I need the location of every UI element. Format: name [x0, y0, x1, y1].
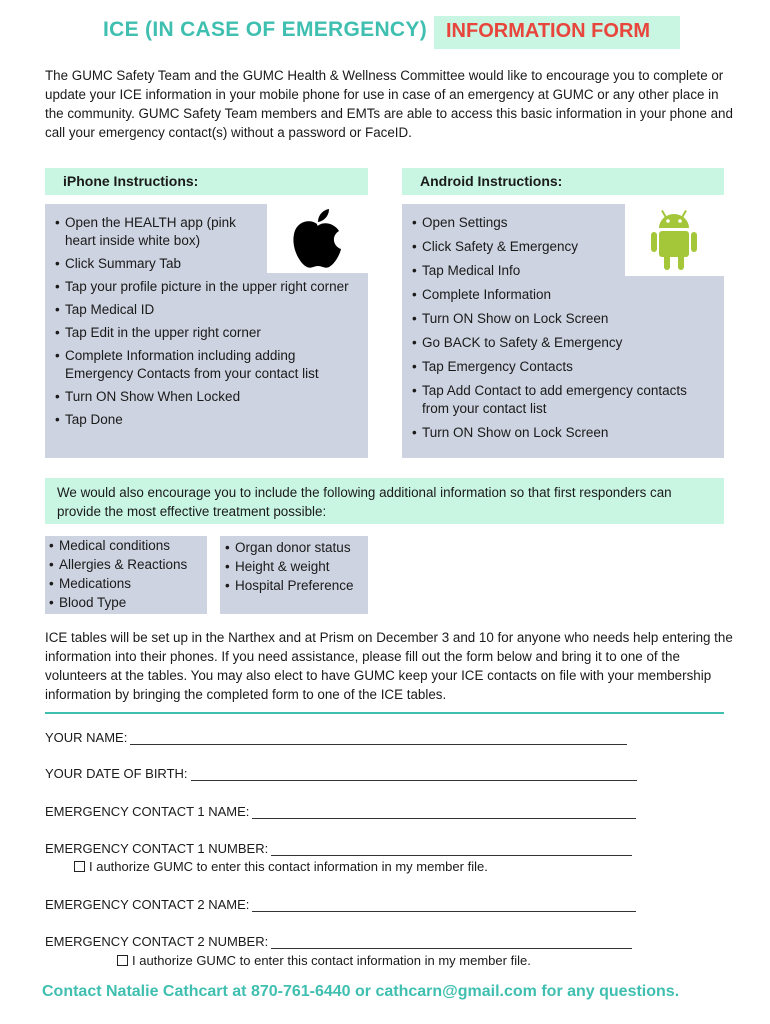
android-step: • Go BACK to Safety & Emergency — [412, 334, 712, 352]
iphone-step: • Open the HEALTH app (pink heart inside white box) — [55, 214, 265, 250]
iphone-step: • Turn ON Show When Locked — [55, 388, 355, 406]
your-name-field[interactable] — [45, 730, 627, 745]
additional-info-list-1 — [49, 536, 187, 612]
additional-info-item: • Allergies & Reactions — [49, 555, 187, 574]
emergency-contact-1-authorize[interactable] — [74, 859, 488, 874]
android-step: • Turn ON Show on Lock Screen — [412, 424, 712, 442]
form-title: ICE (IN CASE OF EMERGENCY) — [103, 18, 427, 41]
additional-info-item: • Organ donor status — [225, 538, 354, 557]
android-step: • Turn ON Show on Lock Screen — [412, 310, 712, 328]
android-step: • Tap Medical Info — [412, 262, 712, 280]
android-step: • Tap Emergency Contacts — [412, 358, 712, 376]
your-name-input-line[interactable] — [130, 731, 627, 745]
iphone-instructions-panel — [45, 204, 368, 458]
contact-footer: Contact Natalie Cathcart at 870-761-6440 or cathcarn@gmail.com for any questions. — [42, 983, 680, 1000]
ice-tables-paragraph: ICE tables will be set up in the Narthex and at Prism on December 3 and 10 for anyone who needs help entering the information into their phones. If you need assistance, please fill out the form below and bring it to one of the volunteers at the tables. You may also elect to have GUMC keep your ICE contacts on file with your membership information by bringing the completed form to one of the ICE tables. — [45, 630, 733, 702]
emergency-contact-1-name-field[interactable] — [45, 804, 636, 819]
emergency-contact-1-name-label: EMERGENCY CONTACT 1 NAME: — [45, 804, 250, 819]
additional-info-intro: We would also encourage you to include the following additional information so that first responders can provide the most effective treatment possible: — [45, 478, 724, 524]
iphone-step: • Tap your profile picture in the upper right corner — [55, 278, 355, 296]
android-instructions-heading: Android Instructions: — [402, 168, 724, 195]
emergency-contact-1-number-label: EMERGENCY CONTACT 1 NUMBER: — [45, 841, 269, 856]
additional-info-list-2 — [225, 538, 354, 595]
emergency-contact-1-number-field[interactable] — [45, 841, 632, 856]
section-divider — [45, 712, 724, 714]
android-robot-icon — [625, 204, 724, 276]
additional-info-item: • Medications — [49, 574, 187, 593]
apple-logo-box — [267, 204, 368, 273]
emergency-contact-1-authorize-label: I authorize GUMC to enter this contact information in my member file. — [89, 859, 488, 874]
date-of-birth-label: YOUR DATE OF BIRTH: — [45, 766, 188, 781]
android-step: • Tap Add Contact to add emergency contacts from your contact list — [412, 382, 712, 418]
emergency-contact-2-number-label: EMERGENCY CONTACT 2 NUMBER: — [45, 934, 269, 949]
iphone-instructions-heading: iPhone Instructions: — [45, 168, 368, 195]
additional-info-box-2 — [220, 536, 368, 614]
iphone-step: • Complete Information including adding Emergency Contacts from your contact list — [55, 347, 355, 383]
emergency-contact-1-number-input-line[interactable] — [271, 842, 632, 856]
android-step: • Complete Information — [412, 286, 712, 304]
iphone-step: • Tap Done — [55, 411, 355, 429]
intro-paragraph: The GUMC Safety Team and the GUMC Health & Wellness Committee would like to encourage you to complete or update your ICE information in your mobile phone for use in case of an emergency at GUMC or any other place in the community. GUMC Safety Team members and EMTs are able to access this basic information in your phone and call your emergency contact(s) without a password or FaceID. — [45, 68, 733, 140]
iphone-step: • Click Summary Tab — [55, 255, 265, 273]
additional-info-item: • Hospital Preference — [225, 576, 354, 595]
additional-info-box-1 — [45, 536, 207, 614]
additional-info-item: • Medical conditions — [49, 536, 187, 555]
additional-info-item: • Blood Type — [49, 593, 187, 612]
emergency-contact-2-name-field[interactable] — [45, 897, 636, 912]
emergency-contact-2-number-input-line[interactable] — [271, 935, 632, 949]
emergency-contact-2-number-field[interactable] — [45, 934, 632, 949]
date-of-birth-field[interactable] — [45, 766, 637, 781]
additional-info-item: • Height & weight — [225, 557, 354, 576]
emergency-contact-2-authorize-label: I authorize GUMC to enter this contact information in my member file. — [132, 953, 531, 968]
date-of-birth-input-line[interactable] — [191, 767, 637, 781]
emergency-contact-2-name-input-line[interactable] — [252, 898, 636, 912]
emergency-contact-2-authorize[interactable] — [117, 953, 531, 968]
form-title-subtitle: INFORMATION FORM — [446, 20, 651, 42]
emergency-contact-1-name-input-line[interactable] — [252, 805, 636, 819]
emergency-contact-2-authorize-checkbox[interactable] — [117, 955, 128, 966]
emergency-contact-2-name-label: EMERGENCY CONTACT 2 NAME: — [45, 897, 250, 912]
emergency-contact-1-authorize-checkbox[interactable] — [74, 861, 85, 872]
iphone-step: • Tap Medical ID — [55, 301, 355, 319]
your-name-label: YOUR NAME: — [45, 730, 128, 745]
android-instructions-panel — [402, 204, 724, 458]
apple-logo-icon — [267, 204, 368, 273]
android-logo-box — [625, 204, 724, 276]
android-step: • Click Safety & Emergency — [412, 238, 712, 256]
android-step: • Open Settings — [412, 214, 712, 232]
iphone-step: • Tap Edit in the upper right corner — [55, 324, 355, 342]
